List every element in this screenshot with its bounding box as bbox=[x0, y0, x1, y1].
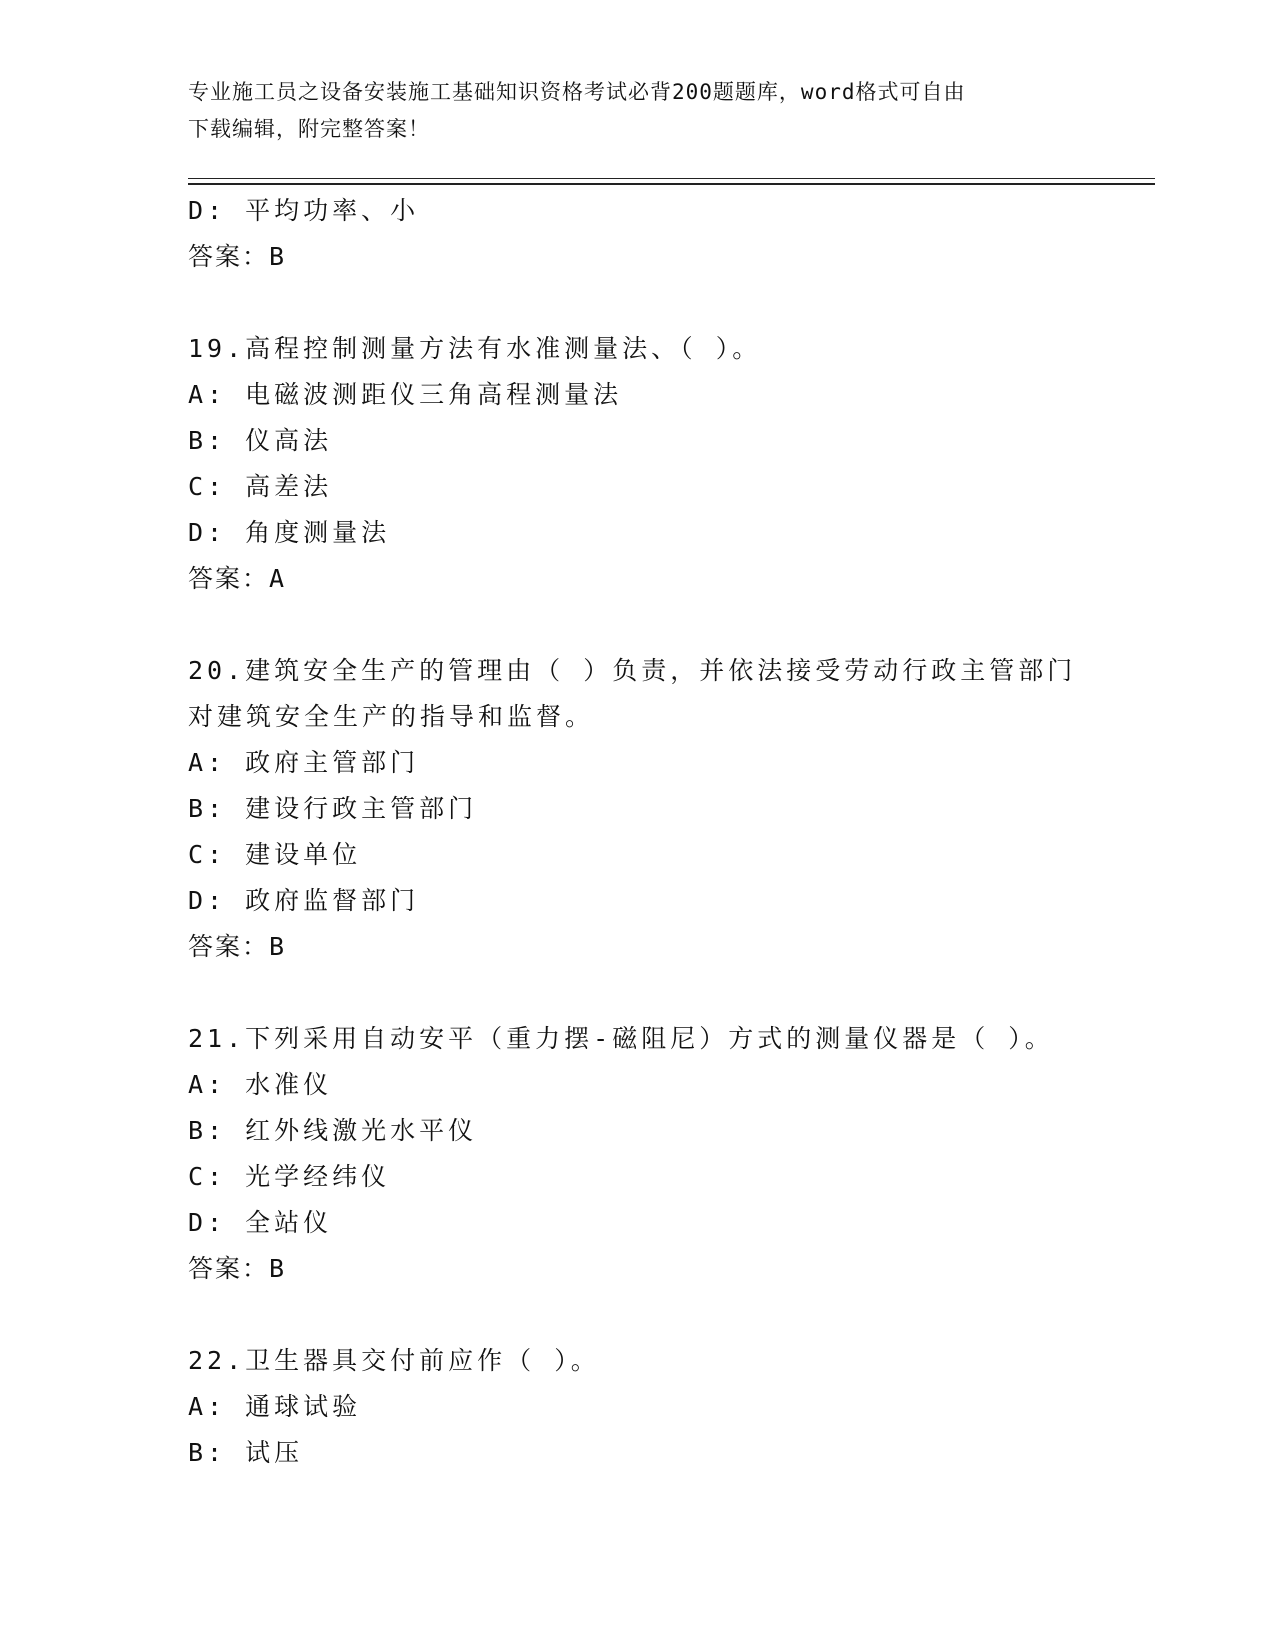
option-a: A: 水准仪 bbox=[188, 1070, 333, 1099]
question-stem: 21.下列采用自动安平（重力摆-磁阻尼）方式的测量仪器是（ ）。 bbox=[188, 1024, 1054, 1053]
option-b: B: 仪高法 bbox=[188, 426, 333, 455]
question-19 bbox=[188, 326, 1148, 602]
question-stem-line-1: 20.建筑安全生产的管理由（ ）负责，并依法接受劳动行政主管部门 bbox=[188, 656, 1077, 685]
option-c: C: 高差法 bbox=[188, 472, 333, 501]
question-21 bbox=[188, 1016, 1148, 1292]
question-stem: 22.卫生器具交付前应作（ ）。 bbox=[188, 1346, 600, 1375]
question-stem: 19.高程控制测量方法有水准测量法、（ ）。 bbox=[188, 334, 762, 363]
option-c: C: 光学经纬仪 bbox=[188, 1162, 391, 1191]
answer: 答案：B bbox=[188, 932, 287, 961]
option-a: A: 政府主管部门 bbox=[188, 748, 420, 777]
option-d: D: 平均功率、小 bbox=[188, 196, 420, 225]
header-line-2: 下载编辑，附完整答案！ bbox=[188, 117, 430, 141]
header-divider-thick bbox=[188, 183, 1155, 185]
answer: 答案：A bbox=[188, 564, 287, 593]
option-a: A: 电磁波测距仪三角高程测量法 bbox=[188, 380, 623, 409]
header-line-1: 专业施工员之设备安装施工基础知识资格考试必背200题题库，word格式可自由 bbox=[188, 80, 966, 104]
option-d: D: 政府监督部门 bbox=[188, 886, 420, 915]
question-list bbox=[188, 188, 1148, 1476]
spacer bbox=[188, 602, 1148, 648]
option-d: D: 角度测量法 bbox=[188, 518, 391, 547]
option-b: B: 试压 bbox=[188, 1438, 304, 1467]
question-stem-line-2: 对建筑安全生产的指导和监督。 bbox=[188, 702, 595, 731]
header-divider-thin bbox=[188, 178, 1155, 179]
question-22 bbox=[188, 1338, 1148, 1476]
spacer bbox=[188, 280, 1148, 326]
spacer bbox=[188, 970, 1148, 1016]
spacer bbox=[188, 1292, 1148, 1338]
previous-question-tail bbox=[188, 188, 1148, 280]
option-b: B: 建设行政主管部门 bbox=[188, 794, 478, 823]
answer: 答案：B bbox=[188, 1254, 287, 1283]
answer: 答案：B bbox=[188, 242, 287, 271]
document-header bbox=[188, 74, 1088, 148]
question-20 bbox=[188, 648, 1148, 970]
option-d: D: 全站仪 bbox=[188, 1208, 333, 1237]
option-c: C: 建设单位 bbox=[188, 840, 362, 869]
option-b: B: 红外线激光水平仪 bbox=[188, 1116, 478, 1145]
option-a: A: 通球试验 bbox=[188, 1392, 362, 1421]
